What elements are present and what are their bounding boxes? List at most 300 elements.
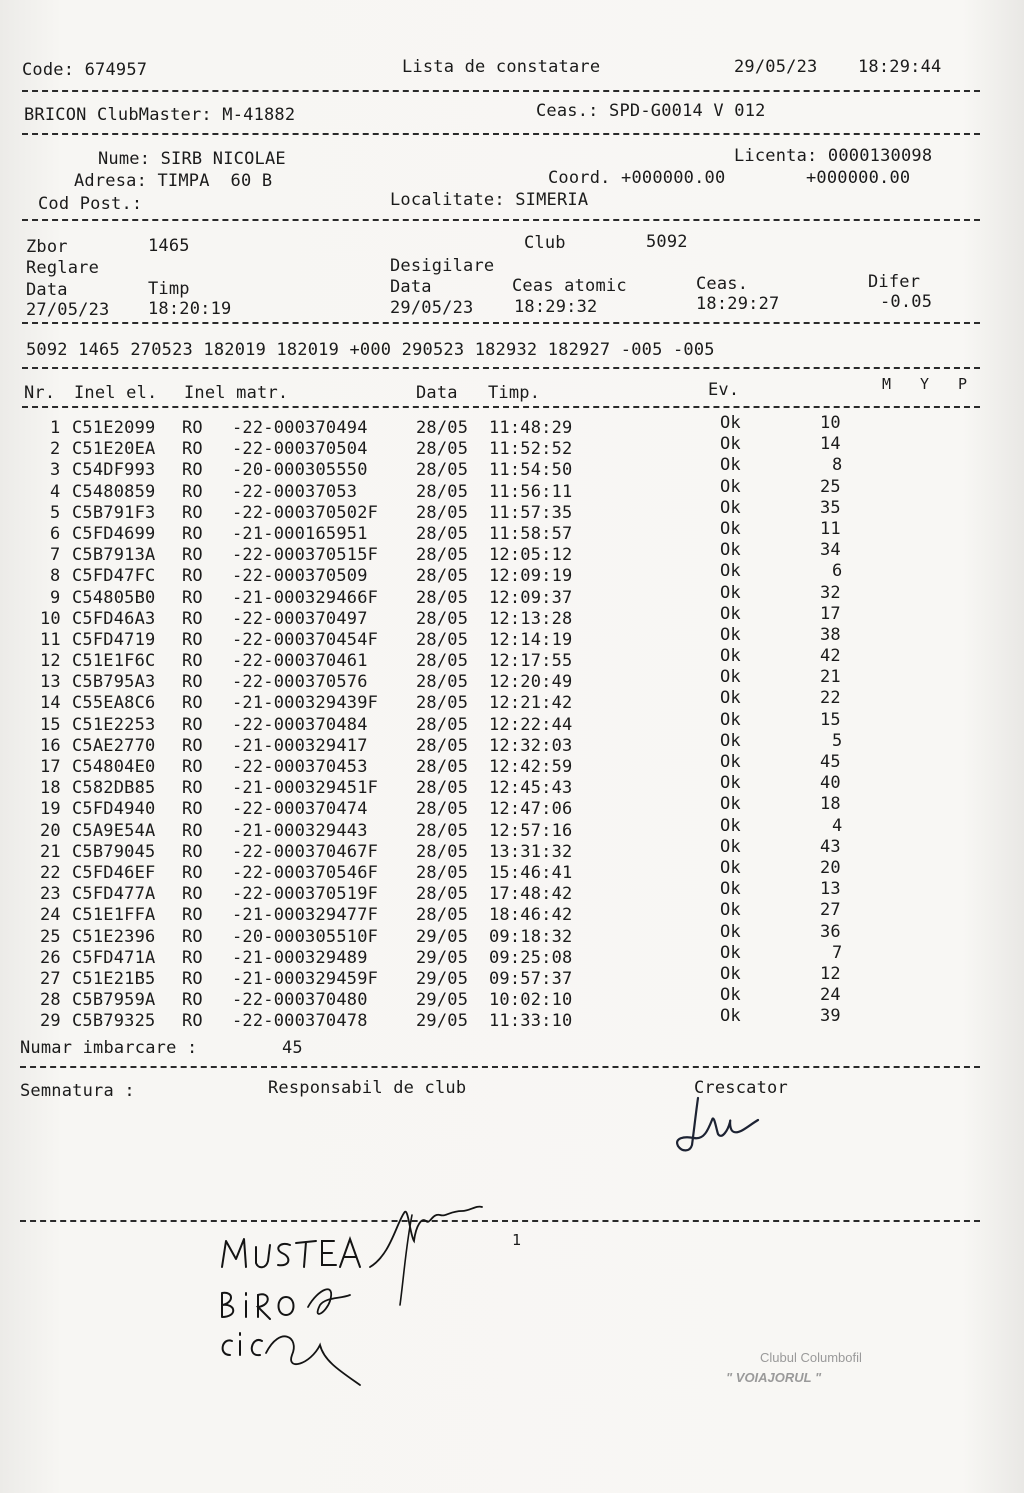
cell-data: 29/05 xyxy=(416,926,469,947)
cell-inel-matr: -21-000329477F xyxy=(232,905,379,926)
cell-inel-el: C51E2396 xyxy=(72,926,156,947)
cell-timp: 12:45:43 xyxy=(489,778,573,799)
table-row xyxy=(0,667,1024,693)
cell-ev: Ok xyxy=(720,773,741,794)
coordinates: Coord. +000000.00 xyxy=(548,168,726,188)
cell-inel-el: C5FD471A xyxy=(72,947,156,968)
table-row xyxy=(0,857,1024,884)
unsealing-atomic-time: 18:29:32 xyxy=(514,297,598,317)
cell-data: 28/05 xyxy=(416,672,469,693)
cell-nr: 8 xyxy=(50,566,61,587)
table-row xyxy=(0,942,1024,969)
cell-country: RO xyxy=(182,947,203,968)
cell-ev: Ok xyxy=(720,455,741,476)
cell-inel-matr: -22-000370467F xyxy=(232,841,379,862)
table-row xyxy=(0,497,1024,524)
cell-inel-matr: -21-000329459F xyxy=(232,968,379,989)
cell-ev: Ok xyxy=(720,921,741,942)
cell-data: 28/05 xyxy=(416,629,469,650)
cell-data: 28/05 xyxy=(416,502,469,523)
cell-nr: 27 xyxy=(40,968,61,989)
cell-inel-matr: -20-000305510F xyxy=(232,926,379,947)
cell-inel-el: C5B79045 xyxy=(72,841,156,862)
setting-time-label: Timp xyxy=(148,279,190,299)
cell-data: 28/05 xyxy=(416,460,469,481)
divider xyxy=(22,406,980,408)
table-row xyxy=(0,900,1024,926)
cell-inel-el: C51E2099 xyxy=(72,418,156,438)
stamp-line-2: " VOIAJORUL " xyxy=(726,1370,822,1385)
cell-country: RO xyxy=(182,566,203,587)
difference-value: -0.05 xyxy=(880,292,933,312)
cell-inel-el: C5B791F3 xyxy=(72,502,156,523)
clock-id: Ceas.: SPD-G0014 V 012 xyxy=(536,101,766,121)
cell-inel-el: C54805B0 xyxy=(72,587,156,608)
cell-inel-matr: -22-000370461 xyxy=(232,651,368,672)
table-row xyxy=(0,836,1024,863)
cell-nr: 24 xyxy=(40,905,61,926)
cell-ev: Ok xyxy=(720,815,741,836)
table-row xyxy=(0,434,1024,460)
cell-data: 28/05 xyxy=(416,566,469,587)
cell-m: 8 xyxy=(832,455,843,476)
cell-timp: 11:57:35 xyxy=(489,502,573,523)
cell-nr: 12 xyxy=(40,651,61,672)
cell-m: 43 xyxy=(820,836,841,857)
cell-ev: Ok xyxy=(720,688,741,709)
cell-inel-el: C5FD4699 xyxy=(72,523,156,544)
flight-number: 1465 xyxy=(148,236,190,256)
table-row xyxy=(0,603,1024,630)
setting-date: 27/05/23 xyxy=(26,300,110,320)
table-row xyxy=(0,1006,1024,1032)
cell-inel-matr: -22-000370509 xyxy=(232,566,368,587)
cell-timp: 12:14:19 xyxy=(489,629,573,650)
cell-timp: 12:05:12 xyxy=(489,545,573,566)
cell-nr: 5 xyxy=(50,502,61,523)
cell-inel-el: C5FD4940 xyxy=(72,799,156,820)
cell-inel-el: C5FD4719 xyxy=(72,629,156,650)
cell-ev: Ok xyxy=(720,963,741,984)
cell-timp: 10:02:10 xyxy=(489,990,573,1011)
cell-m: 32 xyxy=(820,582,841,603)
table-row xyxy=(0,624,1024,651)
cell-m: 13 xyxy=(820,879,841,900)
cell-country: RO xyxy=(182,990,203,1011)
cell-inel-el: C5FD477A xyxy=(72,884,156,905)
cell-country: RO xyxy=(182,460,203,481)
cell-inel-el: C51E1FFA xyxy=(72,905,156,926)
boarding-count: 45 xyxy=(282,1038,303,1058)
cell-inel-el: C54804E0 xyxy=(72,757,156,777)
cell-country: RO xyxy=(182,439,203,460)
cell-inel-matr: -22-000370504 xyxy=(232,439,368,460)
table-row xyxy=(0,794,1024,820)
cell-timp: 11:48:29 xyxy=(489,418,573,438)
cell-nr: 6 xyxy=(50,523,61,544)
cell-ev: Ok xyxy=(720,646,741,667)
cell-m: 36 xyxy=(820,921,841,942)
cell-country: RO xyxy=(182,905,203,926)
cell-ev: Ok xyxy=(720,540,741,561)
cell-country: RO xyxy=(182,841,203,862)
cell-ev: Ok xyxy=(720,730,741,751)
unsealing-date: 29/05/23 xyxy=(390,298,474,318)
cell-inel-matr: -21-000329439F xyxy=(232,693,379,714)
table-row xyxy=(0,879,1024,905)
cell-inel-matr: -21-000329466F xyxy=(232,587,379,608)
cell-inel-el: C582DB85 xyxy=(72,778,156,799)
code-line: 5092 1465 270523 182019 182019 +000 290523 182932 182927 -005 -005 xyxy=(26,340,715,360)
cell-inel-matr: -21-000329417 xyxy=(232,735,368,756)
cell-nr: 25 xyxy=(40,926,61,947)
table-row xyxy=(0,963,1024,990)
cell-data: 28/05 xyxy=(416,905,469,926)
atomic-clock-label: Ceas atomic xyxy=(512,276,627,296)
cell-data: 28/05 xyxy=(416,862,469,883)
cell-timp: 12:17:55 xyxy=(489,651,573,672)
cell-country: RO xyxy=(182,926,203,947)
divider xyxy=(22,90,980,92)
cell-ev: Ok xyxy=(720,942,741,963)
cell-country: RO xyxy=(182,884,203,905)
cell-inel-matr: -22-000370515F xyxy=(232,545,379,566)
cell-ev: Ok xyxy=(720,900,741,921)
cell-inel-el: C51E1F6C xyxy=(72,651,156,672)
cell-country: RO xyxy=(182,1011,203,1032)
cell-inel-matr: -21-000329443 xyxy=(232,820,368,841)
cell-data: 28/05 xyxy=(416,884,469,905)
table-row xyxy=(0,582,1024,609)
cell-data: 28/05 xyxy=(416,735,469,756)
col-timp: Timp. xyxy=(488,383,541,403)
breeder-label: Crescator xyxy=(694,1078,788,1098)
cell-m: 35 xyxy=(820,497,841,518)
cell-m: 22 xyxy=(820,688,841,709)
col-y: Y xyxy=(920,375,930,393)
cell-timp: 11:58:57 xyxy=(489,523,573,544)
cell-nr: 4 xyxy=(50,481,61,502)
cell-inel-el: C5FD46EF xyxy=(72,862,156,883)
cell-ev: Ok xyxy=(720,857,741,878)
cell-m: 10 xyxy=(820,413,841,433)
cell-timp: 18:46:42 xyxy=(489,905,573,926)
cell-country: RO xyxy=(182,418,203,438)
table-row xyxy=(0,985,1024,1011)
cell-inel-el: C5B7959A xyxy=(72,990,156,1011)
cell-ev: Ok xyxy=(720,879,741,900)
cell-inel-el: C51E21B5 xyxy=(72,968,156,989)
table-row xyxy=(0,646,1024,672)
cell-m: 40 xyxy=(820,773,841,794)
cell-nr: 1 xyxy=(50,418,61,438)
cell-m: 25 xyxy=(820,476,841,497)
cell-m: 18 xyxy=(820,794,841,815)
cell-ev: Ok xyxy=(720,603,741,624)
cell-data: 28/05 xyxy=(416,757,469,777)
cell-timp: 12:20:49 xyxy=(489,672,573,693)
cell-ev: Ok xyxy=(720,476,741,497)
cell-country: RO xyxy=(182,862,203,883)
cell-data: 28/05 xyxy=(416,608,469,629)
cell-inel-el: C5AE2770 xyxy=(72,735,156,756)
cell-inel-matr: -21-000329489 xyxy=(232,947,368,968)
cell-inel-matr: -22-000370502F xyxy=(232,502,379,523)
cell-inel-matr: -22-000370480 xyxy=(232,990,368,1011)
cell-ev: Ok xyxy=(720,624,741,645)
table-row xyxy=(0,815,1024,842)
clock-label: Ceas. xyxy=(696,274,749,294)
cell-timp: 12:42:59 xyxy=(489,757,573,777)
setting-date-label: Data xyxy=(26,280,68,300)
cell-m: 11 xyxy=(820,518,841,539)
cell-inel-el: C51E20EA xyxy=(72,439,156,460)
cell-m: 21 xyxy=(820,667,841,688)
cell-data: 29/05 xyxy=(416,990,469,1011)
cell-ev: Ok xyxy=(720,582,741,603)
cell-timp: 09:18:32 xyxy=(489,926,573,947)
cell-timp: 12:22:44 xyxy=(489,714,573,735)
cell-timp: 11:54:50 xyxy=(489,460,573,481)
setting-label: Reglare xyxy=(26,258,100,278)
cell-nr: 10 xyxy=(40,608,61,629)
cell-m: 39 xyxy=(820,1006,841,1027)
breeder-signature-icon xyxy=(668,1090,768,1160)
club-responsible-label: Responsabil de club xyxy=(268,1078,467,1098)
club-label: Club xyxy=(524,233,566,253)
table-row xyxy=(0,730,1024,757)
cell-inel-matr: -22-000370494 xyxy=(232,418,368,438)
cell-data: 28/05 xyxy=(416,651,469,672)
cell-nr: 23 xyxy=(40,884,61,905)
col-inel-matr: Inel matr. xyxy=(184,383,289,403)
cell-m: 42 xyxy=(820,646,841,667)
cell-nr: 22 xyxy=(40,862,61,883)
cell-inel-matr: -22-000370478 xyxy=(232,1011,368,1032)
cell-m: 27 xyxy=(820,900,841,921)
cell-m: 20 xyxy=(820,857,841,878)
cell-data: 28/05 xyxy=(416,418,469,438)
cell-inel-matr: -20-000305550 xyxy=(232,460,368,481)
cell-ev: Ok xyxy=(720,1006,741,1027)
cell-nr: 3 xyxy=(50,460,61,481)
cell-timp: 09:25:08 xyxy=(489,947,573,968)
cell-country: RO xyxy=(182,587,203,608)
cell-ev: Ok xyxy=(720,413,741,433)
cell-inel-el: C5480859 xyxy=(72,481,156,502)
cell-data: 28/05 xyxy=(416,523,469,544)
table-row xyxy=(0,455,1024,481)
cell-timp: 12:09:19 xyxy=(489,566,573,587)
cell-nr: 9 xyxy=(50,587,61,608)
table-row xyxy=(0,561,1024,587)
owner-address: Adresa: TIMPA 60 B xyxy=(74,171,273,191)
code-label: Code: 674957 xyxy=(22,60,148,80)
cell-ev: Ok xyxy=(720,561,741,582)
unsealing-label: Desigilare xyxy=(390,256,495,276)
divider xyxy=(20,1066,980,1068)
divider xyxy=(20,1220,980,1222)
cell-m: 14 xyxy=(820,434,841,455)
cell-nr: 13 xyxy=(40,672,61,693)
col-data: Data xyxy=(416,383,458,403)
cell-inel-el: C5B7913A xyxy=(72,545,156,566)
divider xyxy=(22,133,980,135)
cell-country: RO xyxy=(182,820,203,841)
col-p: P xyxy=(958,375,968,393)
cell-nr: 20 xyxy=(40,820,61,841)
page-number: 1 xyxy=(512,1231,522,1249)
cell-data: 28/05 xyxy=(416,799,469,820)
cell-country: RO xyxy=(182,757,203,777)
unsealing-clock-time: 18:29:27 xyxy=(696,294,780,314)
cell-m: 12 xyxy=(820,963,841,984)
cell-timp: 11:33:10 xyxy=(489,1011,573,1032)
license: Licenta: 0000130098 xyxy=(734,146,933,166)
cell-country: RO xyxy=(182,629,203,650)
cell-timp: 09:57:37 xyxy=(489,968,573,989)
cell-inel-el: C5B795A3 xyxy=(72,672,156,693)
cell-country: RO xyxy=(182,735,203,756)
cell-nr: 18 xyxy=(40,778,61,799)
cell-data: 28/05 xyxy=(416,841,469,862)
cell-ev: Ok xyxy=(720,497,741,518)
cell-data: 28/05 xyxy=(416,778,469,799)
cell-m: 45 xyxy=(820,752,841,772)
cell-nr: 11 xyxy=(40,629,61,650)
cell-country: RO xyxy=(182,608,203,629)
cell-inel-matr: -22-000370454F xyxy=(232,629,379,650)
cell-inel-matr: -21-000329451F xyxy=(232,778,379,799)
table-row xyxy=(0,773,1024,799)
stamp-line-1: Clubul Columbofil xyxy=(760,1350,862,1365)
cell-inel-el: C5B79325 xyxy=(72,1011,156,1032)
cell-nr: 14 xyxy=(40,693,61,714)
cell-country: RO xyxy=(182,651,203,672)
cell-m: 7 xyxy=(832,942,843,963)
cell-data: 28/05 xyxy=(416,820,469,841)
clubmaster-id: BRICON ClubMaster: M-41882 xyxy=(24,105,296,125)
cell-data: 29/05 xyxy=(416,1011,469,1032)
cell-inel-el: C55EA8C6 xyxy=(72,693,156,714)
table-row xyxy=(0,518,1024,545)
cell-nr: 17 xyxy=(40,757,61,777)
cell-data: 29/05 xyxy=(416,968,469,989)
cell-timp: 17:48:42 xyxy=(489,884,573,905)
cell-ev: Ok xyxy=(720,752,741,772)
divider xyxy=(22,219,980,221)
col-nr: Nr. xyxy=(24,383,56,403)
cell-ev: Ok xyxy=(720,794,741,815)
cell-nr: 21 xyxy=(40,841,61,862)
cell-ev: Ok xyxy=(720,836,741,857)
cell-nr: 16 xyxy=(40,735,61,756)
cell-country: RO xyxy=(182,672,203,693)
cell-inel-el: C5FD47FC xyxy=(72,566,156,587)
cell-ev: Ok xyxy=(720,518,741,539)
cell-country: RO xyxy=(182,799,203,820)
document-title: Lista de constatare xyxy=(402,57,601,77)
unsealing-date-label: Data xyxy=(390,277,432,297)
col-ev: Ev. xyxy=(708,380,740,400)
cell-data: 28/05 xyxy=(416,439,469,460)
cell-nr: 2 xyxy=(50,439,61,460)
cell-timp: 12:09:37 xyxy=(489,587,573,608)
cell-m: 5 xyxy=(832,730,843,751)
cell-nr: 26 xyxy=(40,947,61,968)
cell-country: RO xyxy=(182,545,203,566)
cell-timp: 12:13:28 xyxy=(489,608,573,629)
cell-m: 34 xyxy=(820,540,841,561)
cell-m: 6 xyxy=(832,561,843,582)
col-m: M xyxy=(882,375,892,393)
cell-data: 28/05 xyxy=(416,714,469,735)
table-row xyxy=(0,921,1024,948)
col-inel-el: Inel el. xyxy=(74,383,158,403)
cell-m: 4 xyxy=(832,815,843,836)
cell-inel-el: C5A9E54A xyxy=(72,820,156,841)
cell-country: RO xyxy=(182,693,203,714)
coordinates-second: +000000.00 xyxy=(806,168,911,188)
cell-data: 28/05 xyxy=(416,587,469,608)
cell-inel-matr: -22-000370497 xyxy=(232,608,368,629)
table-row xyxy=(0,709,1024,736)
cell-inel-matr: -22-000370474 xyxy=(232,799,368,820)
club-number: 5092 xyxy=(646,232,688,252)
cell-inel-matr: -22-000370576 xyxy=(232,672,368,693)
table-row xyxy=(0,540,1024,566)
cell-data: 29/05 xyxy=(416,947,469,968)
cell-nr: 15 xyxy=(40,714,61,735)
postal-code: Cod Post.: xyxy=(38,194,143,214)
handwritten-signatures-icon xyxy=(200,1195,500,1395)
cell-nr: 7 xyxy=(50,545,61,566)
cell-timp: 12:57:16 xyxy=(489,820,573,841)
cell-m: 38 xyxy=(820,624,841,645)
cell-m: 15 xyxy=(820,709,841,730)
cell-ev: Ok xyxy=(720,434,741,455)
divider xyxy=(22,367,980,369)
signature-label: Semnatura : xyxy=(20,1081,135,1101)
cell-timp: 12:32:03 xyxy=(489,735,573,756)
cell-timp: 12:21:42 xyxy=(489,693,573,714)
boarding-count-label: Numar imbarcare : xyxy=(20,1038,198,1058)
print-time: 18:29:44 xyxy=(858,57,942,77)
cell-country: RO xyxy=(182,714,203,735)
results-table xyxy=(0,413,1024,1032)
divider xyxy=(22,322,980,324)
cell-timp: 11:52:52 xyxy=(489,439,573,460)
cell-nr: 29 xyxy=(40,1011,61,1032)
cell-country: RO xyxy=(182,481,203,502)
table-row xyxy=(0,413,1024,439)
cell-inel-matr: -22-00037053 xyxy=(232,481,358,502)
print-date: 29/05/23 xyxy=(734,57,818,77)
cell-nr: 19 xyxy=(40,799,61,820)
cell-timp: 15:46:41 xyxy=(489,862,573,883)
cell-country: RO xyxy=(182,778,203,799)
cell-timp: 13:31:32 xyxy=(489,841,573,862)
cell-country: RO xyxy=(182,523,203,544)
cell-ev: Ok xyxy=(720,985,741,1006)
cell-country: RO xyxy=(182,968,203,989)
cell-inel-matr: -22-000370519F xyxy=(232,884,379,905)
locality: Localitate: SIMERIA xyxy=(390,190,589,210)
cell-inel-el: C5FD46A3 xyxy=(72,608,156,629)
cell-m: 24 xyxy=(820,985,841,1006)
table-row xyxy=(0,752,1024,778)
cell-data: 28/05 xyxy=(416,693,469,714)
